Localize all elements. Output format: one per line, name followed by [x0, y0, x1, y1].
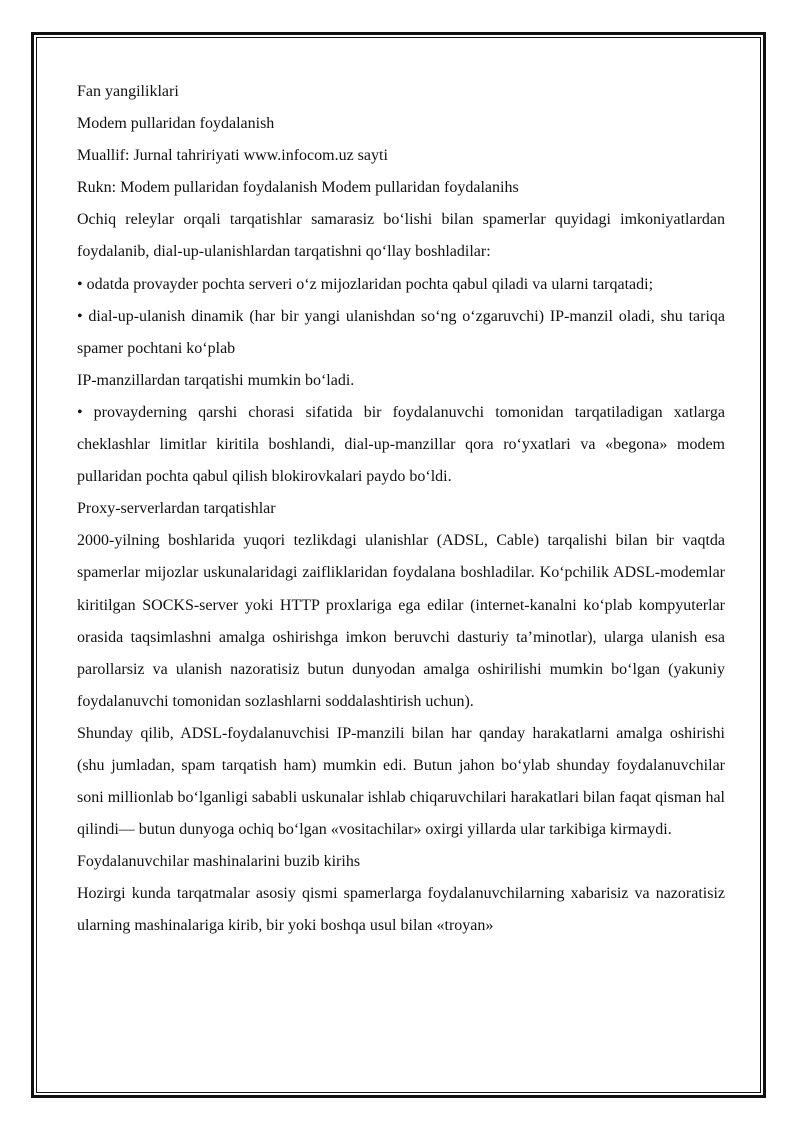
article-author: Muallif: Jurnal tahririyati www.infocom.uz sayti — [77, 147, 388, 165]
bullet-continuation: IP-manzillardan tarqatishi mumkin bo‘ladi. — [77, 371, 355, 389]
article-rubric: Rukn: Modem pullaridan foydalanish Modem pullaridan foydalanihs — [77, 179, 519, 197]
paragraph: Hozirgi kunda tarqatmalar asosiy qismi spamerlarga foydalanuvchilarning xabarisiz va nazoratisiz ularning mashinalariga kirib, bir yoki boshqa usul bilan «troyan» — [77, 885, 725, 935]
paragraph: Shunday qilib, ADSL-foydalanuvchisi IP-manzili bilan har qanday harakatlarni amalga oshirishi (shu jumladan, spam tarqatish ham) mumkin edi. Butun jahon bo‘ylab shunday foydalanuvchilar soni millionlab bo‘lganligi sababli uskunalar ishlab chiqaruvchilari harakatlari bilan faqat qisman hal qilindi— butun dunyoga ochiq bo‘lgan «vositachilar» oxirgi yillarda ular tarkibiga kirmaydi. — [77, 724, 725, 839]
bullet-item: • provayderning qarshi chorasi sifatida bir foydalanuvchi tomonidan tarqatiladigan xatlarga cheklashlar limitlar kiritila boshlandi, dial-up-manzillar qora ro‘yxatlari va «begona» modem pullaridan pochta qabul qilish blokirovkalari paydo bo‘ldi. — [77, 403, 725, 486]
document-body — [77, 76, 725, 943]
section-heading: Foydalanuvchilar mashinalarini buzib kirihs — [77, 853, 361, 871]
section-heading: Proxy-serverlardan tarqatishlar — [77, 500, 276, 518]
article-title: Modem pullaridan foydalanish — [77, 115, 275, 133]
paragraph: 2000-yilning boshlarida yuqori tezlikdagi ulanishlar (ADSL, Cable) tarqalishi bilan bir vaqtda spamerlar mijozlar uskunalaridagi zaifliklaridan foydalana boshladilar. Ko‘pchilik ADSL-modemlar kiritilgan SOCKS-server yoki HTTP proxlariga ega edilar (internet-kanalni ko‘plab kompyuterlar orasida taqsimlashni amalga oshirishga imkon beruvchi dasturiy ta’minotlar), ularga ulanish esa parollarsiz va ulanish nazoratisiz butun dunyodan amalga oshirilishi mumkin bo‘lgan (yakuniy foydalanuvchi tomonidan sozlashlarni soddalashtirish uchun). — [77, 532, 725, 710]
section-label: Fan yangiliklari — [77, 83, 179, 100]
bullet-item: • odatda provayder pochta serveri o‘z mijozlaridan pochta qabul qiladi va ularni tarqatadi; — [77, 275, 654, 293]
bullet-item: • dial-up-ulanish dinamik (har bir yangi ulanishdan so‘ng o‘zgaruvchi) IP-manzil oladi, shu tariqa spamer pochtani ko‘plab — [77, 307, 725, 357]
paragraph-intro: Ochiq releylar orqali tarqatishlar samarasiz bo‘lishi bilan spamerlar quyidagi imkoniyatlardan foydalanib, dial-up-ulanishlardan tarqatishni qo‘llay boshladilar: — [77, 211, 725, 261]
